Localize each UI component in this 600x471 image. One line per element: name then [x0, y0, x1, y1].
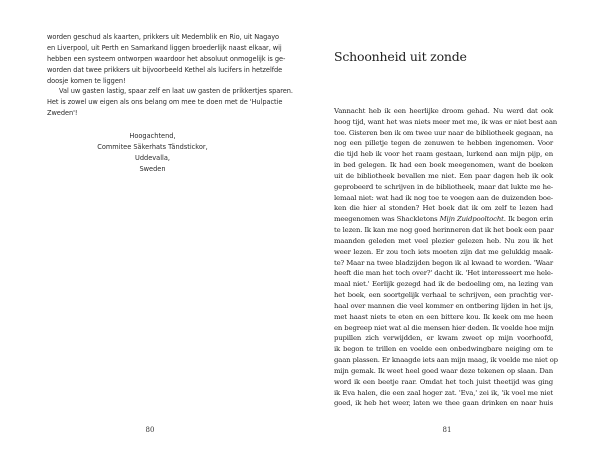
chapter-title: Schoonheid uit zonde [334, 49, 467, 64]
signature-line: Commitee Säkerhats Tändstickor, [97, 142, 208, 151]
text-line: heeft die man het toch over?' dacht ik. 'Het interesseert me hele- [334, 269, 553, 278]
text-line: en begreep niet wat al die mensen hier deden. Ik voelde hoe mijn [334, 323, 554, 332]
signature-line: Sweden [139, 164, 166, 173]
text-line: maal niet.' Eerlijk gezegd had ik de bedoeling om, na lezing van [334, 280, 553, 289]
text-line: die tijd heb ik voor het raam gestaan, lurkend aan mijn pijp, en [334, 150, 553, 159]
text-line: nog een pilletje tegen de zenuwen te hebben ingenomen. Voor [334, 139, 553, 148]
signature-line: Uddevalla, [135, 153, 170, 162]
text-line: Val uw gasten lastig, spaar zelf en laat uw gasten de prikkertjes sparen. [59, 87, 293, 96]
text-line: word ik een beetje raar. Omdat het toch juist theetijd was ging [334, 377, 553, 386]
text-line: lemaal niet: wat had ik nog toe te voegen aan de duizenden boe- [334, 193, 553, 202]
text-line: hoog tijd, want het was niets meer met me, ik was er niet best aan [334, 117, 558, 126]
page-number-left: 80 [145, 426, 155, 434]
text-line: worden geschud als kaarten, prikkers uit Medemblik en Rio, uit Nagayo [47, 33, 280, 41]
text-line: en Liverpool, uit Perth en Samarkand liggen broederlijk naast elkaar, wij [47, 43, 282, 52]
text-line: hebben een systeem ontworpen waardoor het absoluut onmogelijk is ge- [47, 54, 286, 63]
text-line: ik begon te trillen en voelde een onbedwingbare neiging om te [334, 345, 553, 354]
text-line: ken die hier al stonden? Het boek dat ik om zelf te lezen had [334, 204, 553, 213]
text-line: pupillen zich verwijdden, er kwam zweet op mijn voorhoofd, [334, 334, 553, 343]
text-line: Het is zowel uw eigen als ons belang om mee te doen met de 'Hulpactie [47, 98, 283, 107]
text-line: gaan plassen. Er knaagde iets aan mijn maag, ik voelde me niet op [334, 356, 558, 365]
text-line: Vannacht heb ik een heerlijke droom gehad. Nu werd dat ook [334, 107, 553, 115]
letter-body [47, 32, 293, 119]
text-line: met haast niets te eten en een bittere kou. Ik keek om me heen [334, 312, 553, 321]
chapter-body [334, 106, 558, 409]
text-line [334, 214, 553, 225]
text-line: geprobeerd te schrijven in de bibliotheek, maar dat lukte me he- [334, 182, 553, 191]
text-line: het boek, een soortgelijk verhaal te schrijven, een prachtig ver- [334, 291, 553, 300]
text-fragment: . Ik begon erin [503, 215, 553, 224]
right-page [300, 0, 600, 471]
page-number-right: 81 [442, 426, 452, 434]
text-line: weer lezen. Er zou toch iets moeten zijn dat me gelukkig maak- [334, 247, 553, 256]
letter-signature [47, 131, 258, 175]
text-line: worden dat twee prikkers uit bijvoorbeeld Kethel als lucifers in hetzelfde [47, 65, 283, 74]
text-line: haal over mannen die veel kommer en ontbering lijden in het ijs, [334, 301, 553, 310]
text-fragment: meegenomen was Shackletons [334, 215, 440, 224]
text-line: Zweden'! [47, 109, 78, 118]
text-line: ik Eva halen, die een zaal hoger zat. 'Eva,' zei ik, 'ik voel me niet [334, 388, 553, 397]
text-line: uit de bibliotheek bevallen me niet. Een paar dagen heb ik ook [334, 171, 553, 180]
signature-line: Hoogachtend, [129, 132, 176, 140]
text-line: maanden geleden met veel plezier gelezen heb. Nu zou ik het [334, 236, 553, 245]
text-line: toe. Gisteren ben ik om twee uur naar de bibliotheek gegaan, na [334, 128, 553, 137]
text-line: te? Maar na twee bladzijden begon ik al kwaad te worden. 'Waar [334, 258, 553, 267]
text-line: in bed gelegen. Ik had een boek meegenomen, want de boeken [334, 161, 553, 170]
book-title-italic: Mijn Zuidpooltocht [439, 215, 504, 224]
text-line: goed, ik heb het weer, laten we thee gaan drinken en naar huis [334, 399, 553, 408]
text-line: doosje komen te liggen! [47, 76, 126, 85]
text-line: te lezen. Ik kan me nog goed herinneren dat ik het boek een paar [334, 226, 554, 235]
text-line: mijn gemak. Ik weet heel goed waar deze tekenen op slaan. Dan [334, 366, 553, 375]
